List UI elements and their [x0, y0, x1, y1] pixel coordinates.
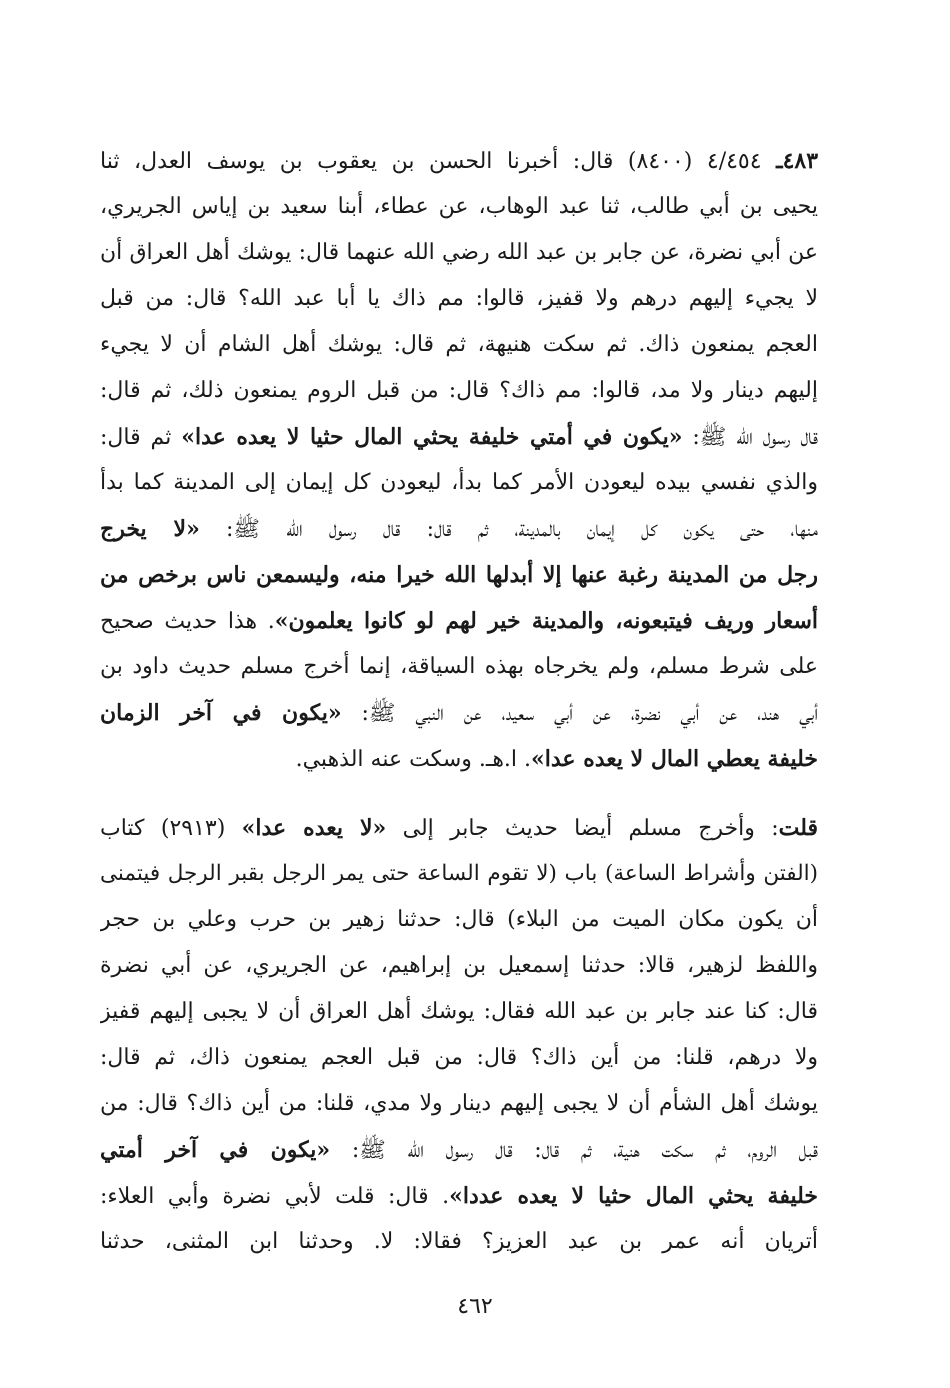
hadith-quote: «يكون في آخر أمتي: [100, 1137, 331, 1163]
text-line: (الفتن وأشراط الساعة) باب (لا تقوم الساعة حتى يمر الرجل بقبر الرجل فيتمنى: [100, 861, 818, 886]
text-line: قلت: وأخرج مسلم أيضا حديث جابر إلى «لا يعده عدا» (٢٩١٣) كتاب: [100, 815, 818, 841]
text-line: منها، حتى يكون كل إيمان بالمدينة، ثم قال: قال رسول الله ﷺ: «لا يخرج: [100, 516, 818, 542]
text-line: لا يجيء إليهم درهم ولا قفيز، قالوا: مم ذاك يا أبا عبد الله؟ قال: من قبل: [100, 286, 818, 311]
commentary-paragraph: [100, 805, 818, 1265]
text-line: على شرط مسلم، ولم يخرجاه بهذه السياقة، إنما أخرج مسلم حديث داود بن: [100, 654, 818, 679]
text-line: أبي هند، عن أبي نضرة، عن أبي سعيد، عن النبي ﷺ: «يكون في آخر الزمان: [100, 700, 818, 726]
text-line: ٤٨٣ـ ٤/٤٥٤ (٨٤٠٠) قال: أخبرنا الحسن بن يعقوب بن يوسف العدل، ثنا: [100, 148, 818, 174]
text-line: خليفة يحثي المال حثيا لا يعده عددا». قال: قلت لأبي نضرة وأبي العلاء:: [100, 1183, 818, 1209]
text-line: عن أبي نضرة، عن جابر بن عبد الله رضي الله عنهما قال: يوشك أهل العراق أن: [100, 240, 818, 265]
text-line: أتريان أنه عمر بن عبد العزيز؟ فقالا: لا. وحدثنا ابن المثنى، حدثنا: [100, 1229, 818, 1254]
text-line: واللفظ لزهير، قالا: حدثنا إسمعيل بن إبراهيم، عن الجريري، عن أبي نضرة: [100, 953, 818, 978]
text-line: قال رسول الله ﷺ: «يكون في أمتي خليفة يحثي المال حثيا لا يعده عدا» ثم قال:: [100, 424, 818, 450]
hadith-quote: «لا يخرج: [100, 516, 200, 542]
hadith-quote: خليفة يعطي المال لا يعده عدا»: [531, 746, 818, 772]
text-line: أن يكون مكان الميت من البلاء) قال: حدثنا زهير بن حرب وعلي بن حجر: [100, 907, 818, 932]
text-line: خليفة يعطي المال لا يعده عدا». ا.هـ. وسكت عنه الذهبي.: [295, 746, 818, 772]
text-line: يوشك أهل الشأم أن لا يجبى إليهم دينار ولا مدي، قلنا: من أين ذاك؟ قال: من: [100, 1091, 818, 1116]
text-line: قال: كنا عند جابر بن عبد الله فقال: يوشك أهل العراق أن لا يجبى إليهم قفيز: [100, 999, 818, 1024]
hadith-quote: «يكون في أمتي خليفة يحثي المال حثيا لا يعده عدا»: [181, 424, 683, 450]
hadith-number: ٤٨٣ـ: [776, 148, 818, 174]
hadith-quote: «يكون في آخر الزمان: [100, 700, 342, 726]
text-line: قبل الروم، ثم سكت هنية، ثم قال: قال رسول الله ﷺ: «يكون في آخر أمتي: [100, 1137, 818, 1163]
text-line: يحيى بن أبي طالب، ثنا عبد الوهاب، عن عطاء، أبنا سعيد بن إياس الجريري،: [100, 194, 818, 219]
text-line: إليهم دينار ولا مد، قالوا: مم ذاك؟ قال: من قبل الروم يمنعون ذلك، ثم قال:: [100, 378, 818, 403]
hadith-quote: «لا يعده عدا»: [241, 815, 387, 841]
hadith-paragraph: [100, 138, 818, 782]
commentary-lead: قلت: [778, 815, 818, 841]
text-line: والذي نفسي بيده ليعودن الأمر كما بدأ، ليعودن كل إيمان إلى المدينة كما بدأ: [100, 470, 818, 495]
page-number: ٤٦٢: [457, 1294, 493, 1319]
text-line: أسعار وريف فيتبعونه، والمدينة خير لهم لو كانوا يعلمون». هذا حديث صحيح: [100, 608, 818, 634]
hadith-quote: رجل من المدينة رغبة عنها إلا أبدلها الله خيرا منه، وليسمعن ناس برخص من: [100, 562, 818, 588]
text-line: ولا درهم، قلنا: من أين ذاك؟ قال: من قبل العجم يمنعون ذاك، ثم قال:: [100, 1045, 818, 1070]
hadith-quote: أسعار وريف فيتبعونه، والمدينة خير لهم لو كانوا يعلمون»: [274, 608, 818, 634]
text-line: [100, 552, 818, 598]
text-line: العجم يمنعون ذاك. ثم سكت هنيهة، ثم قال: يوشك أهل الشام أن لا يجيء: [100, 332, 818, 357]
hadith-quote: خليفة يحثي المال حثيا لا يعده عددا»: [449, 1183, 818, 1209]
